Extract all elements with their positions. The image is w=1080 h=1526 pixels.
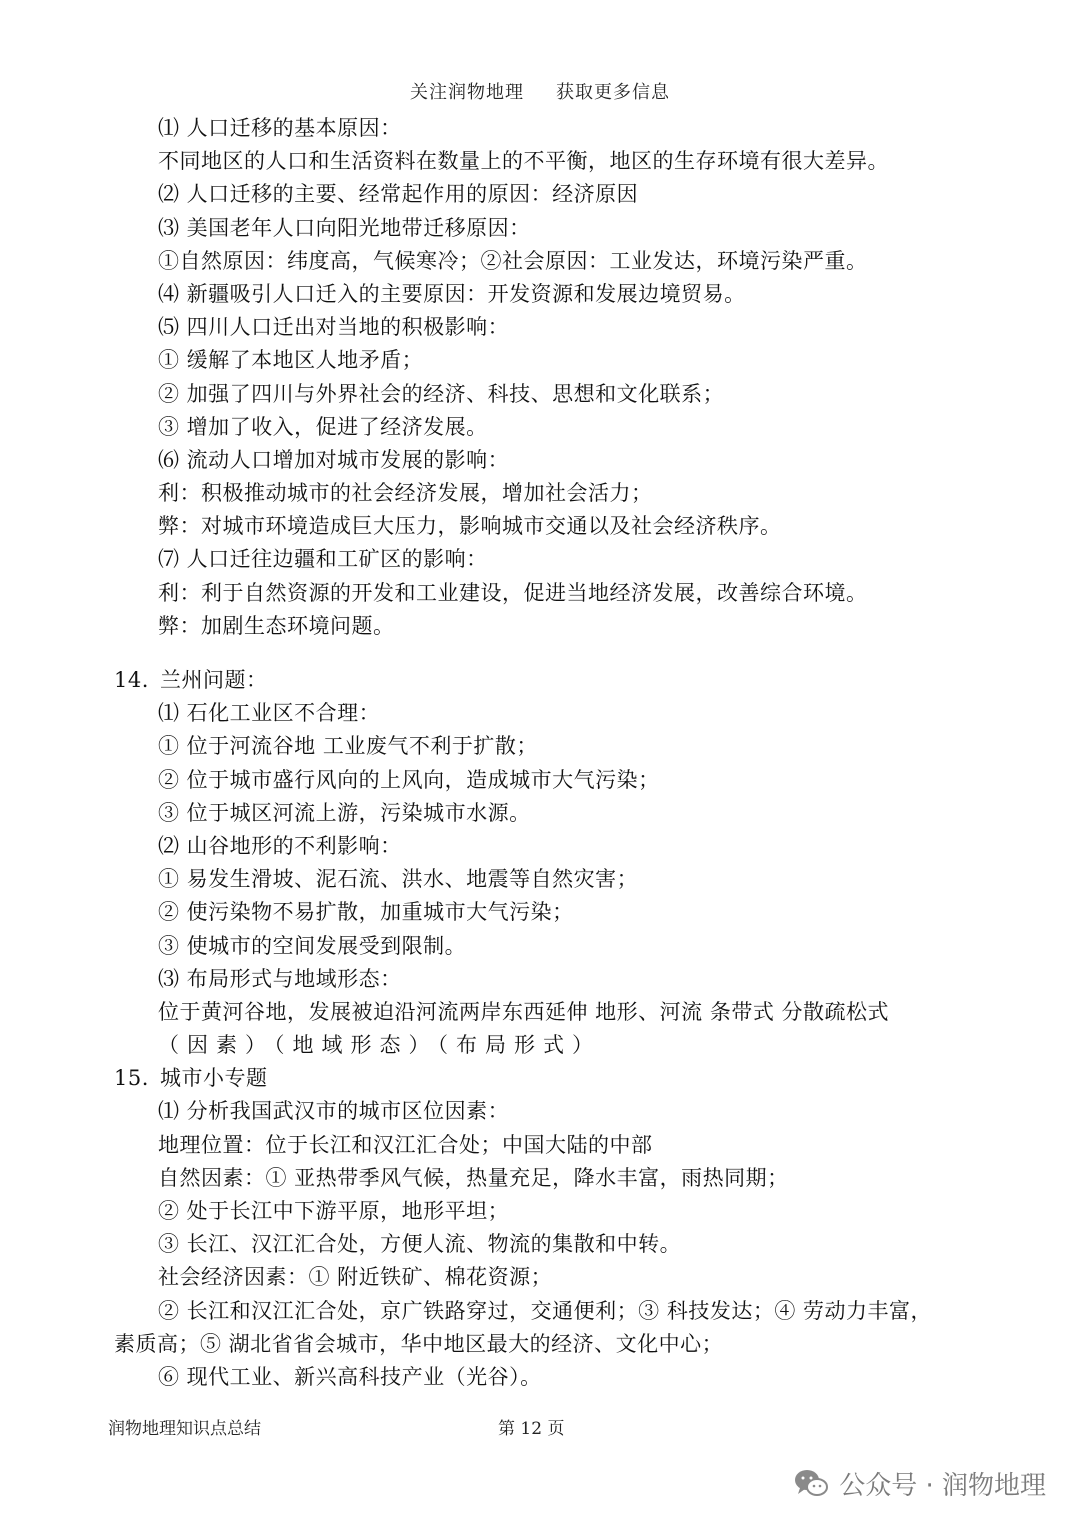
text-line: ① 缓解了本地区人地矛盾；	[158, 348, 424, 373]
text-line-wrapped: 素质高；⑤ 湖北省省会城市，华中地区最大的经济、文化中心；	[114, 1331, 724, 1356]
document-body	[0, 112, 1080, 1394]
text-line: ② 位于城市盛行风向的上风向，造成城市大气污染；	[158, 767, 660, 792]
text-line: ③ 位于城区河流上游，污染城市水源。	[158, 800, 531, 825]
text-line: 自然因素：① 亚热带季风气候，热量充足，降水丰富，雨热同期；	[158, 1165, 789, 1190]
text-line: 位于黄河谷地，发展被迫沿河流两岸东西延伸 地形、河流 条带式 分散疏松式	[158, 999, 890, 1024]
text-line: ⑷ 新疆吸引人口迁入的主要原因：开发资源和发展边境贸易。	[158, 281, 746, 306]
text-line: ⑴ 分析我国武汉市的城市区位因素：	[158, 1099, 510, 1124]
text-line: ③ 使城市的空间发展受到限制。	[158, 933, 467, 958]
watermark-text: 公众号 · 润物地理	[839, 1470, 1046, 1501]
text-line: ①自然原因：纬度高，气候寒冷；②社会原因：工业发达，环境污染严重。	[158, 248, 868, 273]
text-line: ③ 增加了收入，促进了经济发展。	[158, 414, 488, 439]
text-line: ⑵ 山谷地形的不利影响：	[158, 833, 402, 858]
section-title: 城市小专题	[160, 1066, 268, 1091]
text-line: ① 位于河流谷地 工业废气不利于扩散；	[158, 734, 538, 759]
header-right-text: 获取更多信息	[556, 82, 670, 103]
section-title: 兰州问题：	[160, 668, 268, 692]
text-line: ⑥ 现代工业、新兴高科技产业（光谷）。	[158, 1364, 542, 1389]
text-line: ⑶ 美国老年人口向阳光地带迁移原因：	[158, 215, 531, 240]
section-14-heading	[0, 664, 1080, 697]
text-line: ② 加强了四川与外界社会的经济、科技、思想和文化联系；	[158, 381, 725, 406]
text-line: 弊：对城市环境造成巨大压力，影响城市交通以及社会经济秩序。	[158, 514, 782, 539]
text-line: 地理位置：位于长江和汉江汇合处；中国大陆的中部	[158, 1132, 653, 1157]
wechat-icon	[793, 1468, 829, 1498]
layout-labels-line: （因素）（地域形态）（布局形式）	[158, 1033, 601, 1058]
text-line: ② 长江和汉江汇合处，京广铁路穿过，交通便利；③ 科技发达；④ 劳动力丰富，	[158, 1298, 933, 1323]
text-line: 利：积极推动城市的社会经济发展，增加社会活力；	[158, 481, 653, 506]
section-number: 15.	[114, 1066, 149, 1091]
text-line: ⑶ 布局形式与地域形态：	[158, 966, 402, 991]
section-number: 14.	[114, 668, 149, 692]
text-line: ② 处于长江中下游平原，地形平坦；	[158, 1199, 510, 1223]
text-line: ⑵ 人口迁移的主要、经常起作用的原因：经济原因	[158, 182, 639, 207]
text-line: ⑺ 人口迁往边疆和工矿区的影响：	[158, 547, 488, 572]
text-line: ⑴ 石化工业区不合理：	[158, 701, 381, 726]
page-header	[0, 78, 1080, 104]
wechat-watermark	[793, 1463, 1046, 1503]
text-line: 不同地区的人口和生活资料在数量上的不平衡，地区的生存环境有很大差异。	[158, 149, 889, 174]
header-left-text: 关注润物地理	[410, 82, 524, 103]
footer-doc-title: 润物地理知识点总结	[108, 1419, 261, 1439]
text-line: 社会经济因素：① 附近铁矿、棉花资源；	[158, 1265, 553, 1290]
text-line: ⑴ 人口迁移的基本原因：	[158, 116, 402, 140]
text-line: ② 使污染物不易扩散，加重城市大气污染；	[158, 900, 574, 925]
section-15-heading	[0, 1062, 1080, 1095]
text-line: 弊：加剧生态环境问题。	[158, 613, 395, 638]
text-line: ③ 长江、汉江汇合处，方便人流、物流的集散和中转。	[158, 1232, 682, 1257]
page-number: 第 12 页	[498, 1419, 565, 1439]
text-line: 利：利于自然资源的开发和工业建设，促进当地经济发展，改善综合环境。	[158, 580, 868, 605]
text-line: ⑹ 流动人口增加对城市发展的影响：	[158, 447, 510, 472]
text-line: ① 易发生滑坡、泥石流、洪水、地震等自然灾害；	[158, 867, 639, 892]
text-line: ⑸ 四川人口迁出对当地的积极影响：	[158, 315, 510, 340]
